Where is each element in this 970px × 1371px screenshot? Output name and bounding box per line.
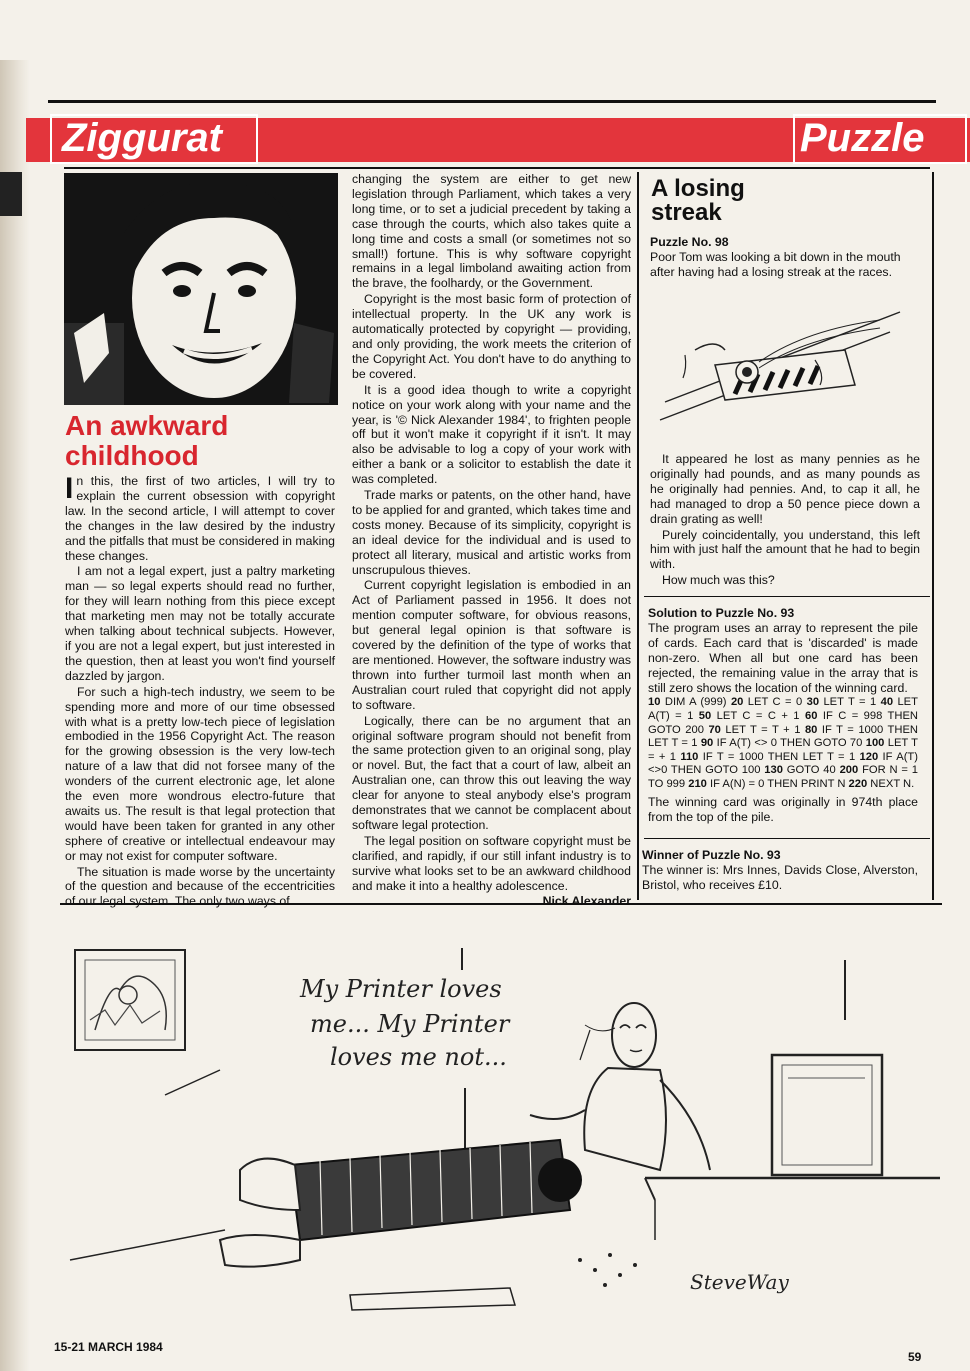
code-line-number: 70 <box>708 723 721 736</box>
article-paragraph: The legal position on software copyright must be clarified, and rapidly, if our still infant industry is to survive what looks set to be an awkward childhood and make it into a healthy adolescence. Nick Alexander <box>352 833 631 908</box>
article-paragraph: In this, the first of two articles, I will try to explain the current obsession with copyright law. In the second article, I will attempt to cover the changes in the law desired by the industry and the pitfalls that must be considered in making these changes. <box>65 472 336 563</box>
code-line-number: 130 <box>764 764 783 777</box>
code-line-number: 10 <box>648 696 661 709</box>
code-line-number: 100 <box>865 737 885 750</box>
code-statement: FOR N = 1 TO 999 <box>648 764 918 790</box>
puzzle-paragraph: It appeared he lost as many pennies as he originally had pounds, and as many pounds as he originally had pennies. And, to cap it all, he had managed to drop a 50 pence piece down a drain grating as well! <box>650 452 920 526</box>
binding-tab <box>0 172 22 216</box>
code-line-number: 120 <box>859 750 879 763</box>
drop-cap: I <box>65 472 74 505</box>
code-statement: IF A(T) <>0 THEN GOTO 100 <box>648 750 918 777</box>
code-line-number: 30 <box>806 696 820 709</box>
printer-cartoon <box>60 910 940 1320</box>
code-statement: IF A(N) = 0 THEN PRINT N <box>706 778 849 790</box>
article-paragraph: For such a high-tech industry, we seem to be spending more and more of our time obsessed with what is a pretty low-tech piece of legislation embodied in the 1956 Copyright Act. The reason for the growing obsession is the very low-tech nature of a law that did not forsee many of the wonders of the current electronic age, let alone the even more wondrous electro-future that awaits us. The result is that legal protection that would have been taken for granted in any other sphere of creative or intellectual endeavour may or may not exist for computer software. <box>65 684 335 863</box>
article-column-1 <box>65 474 335 910</box>
code-line-number: 80 <box>804 723 818 736</box>
code-line-number: 110 <box>680 750 699 763</box>
code-statement: LET T = T + 1 <box>720 723 805 736</box>
puzzle-intro <box>650 235 922 281</box>
solution-text: The program uses an array to represent the pile of cards. Each card that is 'discarded' is made non-zero. When all but one card has been rejected, the remaining value in the array that is still zero shows the location of the winning card. <box>648 620 918 695</box>
solution-heading: Solution to Puzzle No. 93 <box>648 606 795 620</box>
code-line-number: 40 <box>880 696 894 709</box>
page-number: 59 <box>908 1350 922 1364</box>
cartoon-caption-line-3: loves me not... <box>330 1043 507 1071</box>
code-line-number: 210 <box>688 778 707 790</box>
portrait-illustration <box>64 173 338 405</box>
code-statement: LET A(T) = 1 <box>648 696 918 723</box>
puzzle-divider-2 <box>644 838 930 839</box>
code-statement: LET C = 0 <box>743 696 807 709</box>
article-headline: An awkward childhood <box>65 410 229 471</box>
code-statement: LET T = + 1 <box>648 737 918 763</box>
puzzle-headline: A losing streak <box>651 175 745 226</box>
puzzle-body <box>650 452 920 589</box>
puzzle-paragraph: Purely coincidentally, you understand, this left him with just half the amount that he had to begin with. <box>650 527 920 572</box>
winner-heading: Winner of Puzzle No. 93 <box>642 848 781 862</box>
article-paragraph: changing the system are either to get new legislation through Parliament, which takes a very long time, or to set a judicial precedent by taking a case through the courts, which also takes quite a long time and costs a small (or sometimes not so small!) fortune. This is why software copyright remains in a legal limboland awaiting action from the brave, the foolhardy, or the Government. <box>352 172 631 291</box>
page-binding <box>0 60 30 1371</box>
article-paragraph: Copyright is the most basic form of protection of intellectual property. In the UK any work is automatically protected by copyright — providing, and only providing, the work meets the criterion of the Copyright Act. You don't have to do anything to be covered. <box>352 292 631 381</box>
author-photo <box>64 173 338 405</box>
article-paragraph: Current copyright legislation is embodied in an Act of Parliament passed in 1956. It does not mention computer software, for obvious reasons, but general legal opinion is that software is covered by the definition of the type of works that are mentioned. However, the software industry was thrown into further turmoil last month when an Australian court ruled that copyright did not apply to software. <box>352 578 631 712</box>
puzzle-paragraph: How much was this? <box>662 573 775 588</box>
code-statement: NEXT N. <box>867 778 915 790</box>
code-statement: LET T = 1 <box>819 696 881 709</box>
cartoonist-signature: SteveWay <box>690 1270 789 1294</box>
puzzle-winner <box>642 848 918 894</box>
article-paragraph: Trade marks or patents, on the other hand, have to be applied for and granted, which takes time and costs money. Because of its simplicity, copyright is an ideal device for the individual and is used to protect all literary, musical and artistic works from unscrupulous thieves. <box>352 488 631 577</box>
issue-date: 15-21 MARCH 1984 <box>54 1340 163 1354</box>
cartoon-caption-line-2: me... My Printer <box>310 1010 510 1038</box>
winner-text: The winner is: Mrs Innes, Davids Close, Alverston, Bristol, who receives £10. <box>642 862 918 892</box>
code-line-number: 60 <box>804 710 818 723</box>
code-statement: IF C = 998 THEN GOTO 200 <box>648 710 919 736</box>
code-statement: LET C = C + 1 <box>711 710 805 723</box>
top-rule <box>48 100 936 103</box>
article-paragraph: The situation is made worse by the uncertainty of the question and because of the eccentricities of our legal system. The only two ways of <box>65 864 335 909</box>
puzzle-box-right-rule <box>932 172 934 900</box>
code-line-number: 220 <box>848 778 868 790</box>
cartoon-caption-line-1: My Printer loves <box>300 975 502 1003</box>
code-line-number: 50 <box>698 710 712 723</box>
drain-grating-illustration <box>655 290 905 430</box>
article-paragraph: Logically, there can be no argument that an original software program should not benefit from the same protection given to an original song, play or novel. But, the fact that a court of law, albeit an Australian one, can throw this out leaving the way clear for anyone to steal anybody else's program demonstrates that we cannot be complacent about software legal protection. <box>352 713 631 832</box>
solution-code <box>648 696 918 791</box>
header-underline <box>64 167 930 169</box>
code-statement: IF T = 1000 THEN LET T = 1 <box>648 723 918 750</box>
article-paragraph: I am not a legal expert, just a paltry marketing man — so legal experts should read no further, for they will learn nothing from this piece except that marketing men may not be totally accurate when talking about technical subjects. However, if you are not a legal expert, but just interested in the question, then at least you won't find yourself dazzled by jargon. <box>65 564 335 683</box>
article-paragraph: It is a good idea though to write a copyright notice on your work along with your name and the year, is '© Nick Alexander 1984', to frighten people off but it won't make it copyright if it isn't. It may also be advisable to log a copy of your work with either a bank or a solicitor to establish the date it was completed. <box>352 382 631 487</box>
section-title-ziggurat: Ziggurat <box>62 116 222 160</box>
code-line-number: 200 <box>839 764 859 777</box>
code-statement: IF A(T) <> 0 THEN GOTO 70 <box>713 737 866 750</box>
section-title-puzzle: Puzzle <box>800 116 925 160</box>
puzzle-solution <box>648 606 918 825</box>
puzzle-intro-text: Poor Tom was looking a bit down in the mouth after having had a losing streak at the races. <box>650 249 901 279</box>
puzzle-divider-1 <box>644 596 930 597</box>
article-author: Nick Alexander <box>542 893 631 908</box>
article-column-2 <box>352 172 631 908</box>
code-statement: IF T = 1000 THEN LET T = 1 <box>698 750 860 763</box>
code-statement: GOTO 40 <box>782 764 840 777</box>
winning-card-text: The winning card was originally in 974th place from the top of the pile. <box>648 794 918 824</box>
code-statement: DIM A (999) <box>660 696 731 709</box>
puzzle-box-left-rule <box>637 172 639 900</box>
code-line-number: 20 <box>730 696 744 709</box>
puzzle-number: Puzzle No. 98 <box>650 235 729 249</box>
code-line-number: 90 <box>700 737 714 750</box>
